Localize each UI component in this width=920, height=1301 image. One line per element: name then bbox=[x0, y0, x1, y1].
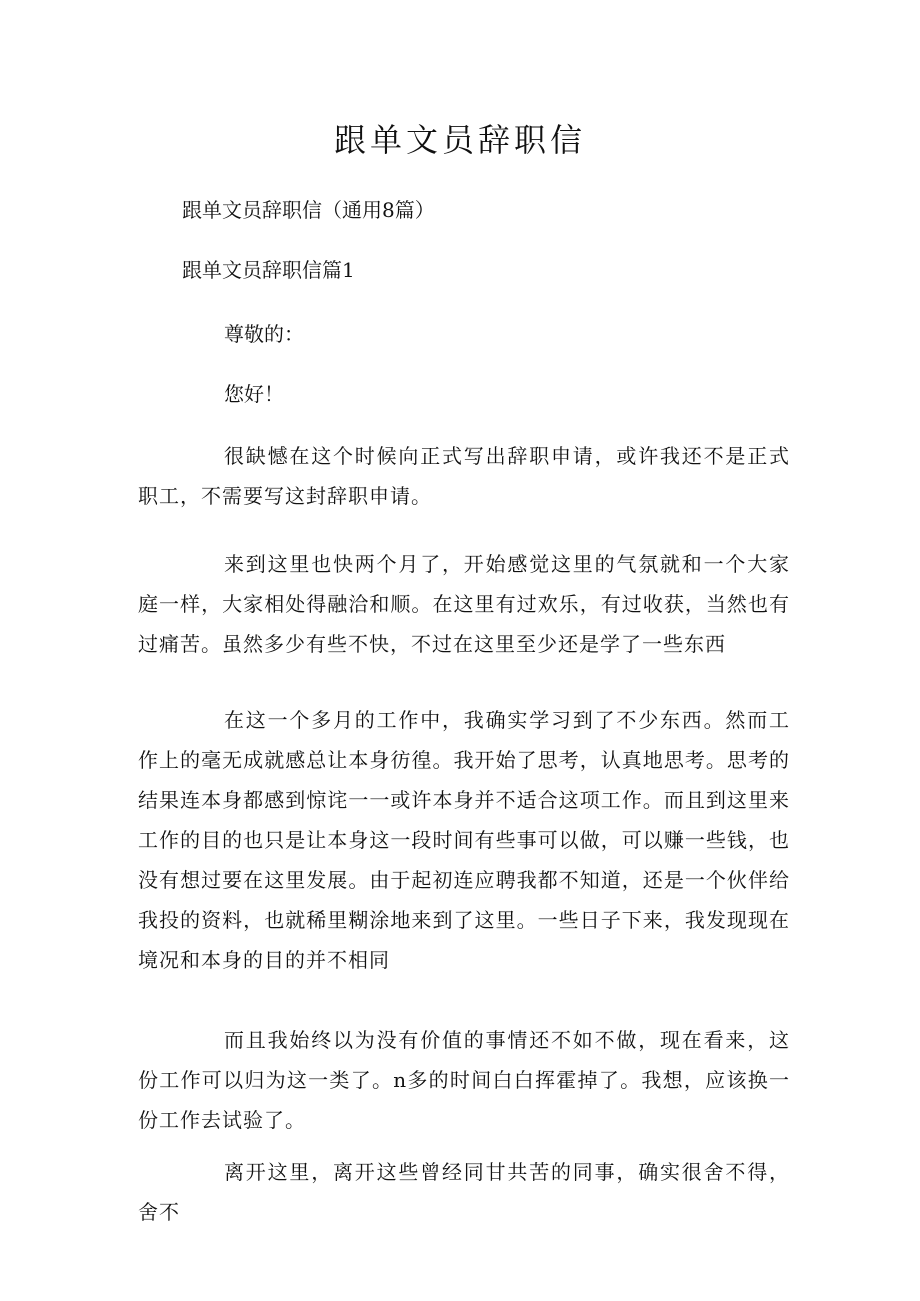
section-heading: 跟单文员辞职信篇1 bbox=[182, 258, 355, 282]
paragraph-2: 来到这里也快两个月了，开始感觉这里的气氛就和一个大家庭一样，大家相处得融洽和顺。在这里有过欢乐，有过收获，当然也有过痛苦。虽然多少有些不快，不过在这里至少还是学了一些东西 bbox=[138, 552, 790, 656]
document-title: 跟单文员辞职信 bbox=[333, 121, 586, 159]
paragraph-5: 离开这里，离开这些曾经同甘共苦的同事，确实很舍不得，舍不 bbox=[138, 1160, 790, 1224]
document-subtitle: 跟单文员辞职信（通用8篇） bbox=[182, 198, 435, 222]
paragraph-4: 而且我始终以为没有价值的事情还不如不做，现在看来，这份工作可以归为这一类了。n多的时间白白挥霍掉了。我想，应该换一份工作去试验了。 bbox=[138, 1028, 790, 1132]
greeting: 您好！ bbox=[224, 382, 284, 406]
paragraph-1: 很缺憾在这个时候向正式写出辞职申请，或许我还不是正式职工，不需要写这封辞职申请。 bbox=[138, 444, 790, 508]
paragraph-3: 在这一个多月的工作中，我确实学习到了不少东西。然而工作上的毫无成就感总让本身彷徨。我开始了思考，认真地思考。思考的结果连本身都感到惊诧一一或许本身并不适合这项工作。而且到这里来工作的目的也只是让本身这一段时间有些事可以做，可以赚一些钱，也没有想过要在这里发展。由于起初连应聘我都不知道，还是一个伙伴给我投的资料，也就稀里糊涂地来到了这里。一些日子下来，我发现现在境况和本身的目的并不相同 bbox=[138, 708, 790, 972]
salutation: 尊敬的： bbox=[224, 322, 304, 346]
